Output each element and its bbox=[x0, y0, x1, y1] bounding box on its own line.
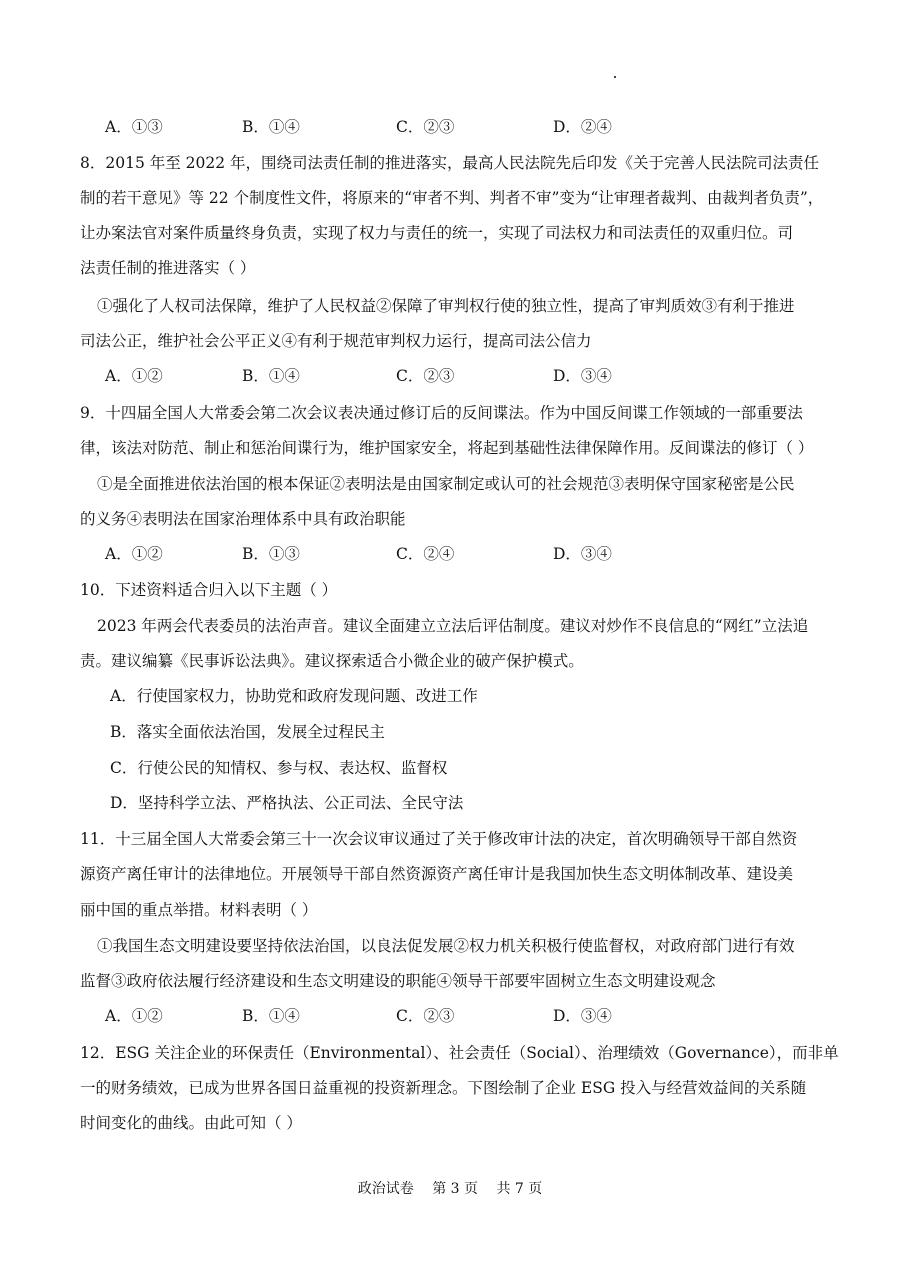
q8-option-a: A．①② bbox=[105, 367, 163, 385]
q8-option-d: D．③④ bbox=[553, 367, 612, 385]
q9-option-d: D．③④ bbox=[553, 545, 612, 563]
q11-stem-line: 11．十三届全国人大常委会第三十一次会议审议通过了关于修改审计法的决定，首次明确领导干部自然资 bbox=[80, 830, 798, 848]
q7-option-c: C．②③ bbox=[396, 118, 455, 136]
q8-stem-line: 制的若干意见》等 22 个制度性文件，将原来的“审者不判、判者不审”变为“让审理者裁判、由裁判者负责”， bbox=[80, 189, 824, 207]
q11-stem-line: 丽中国的重点举措。材料表明（ ） bbox=[80, 901, 318, 919]
q11-option-c: C．②③ bbox=[396, 1007, 455, 1025]
q11-items-line: 监督③政府依法履行经济建设和生态文明建设的职能④领导干部要牢固树立生态文明建设观念 bbox=[80, 972, 716, 990]
q10-option-b: B．落实全面依法治国，发展全过程民主 bbox=[110, 723, 385, 741]
q11-items-line: ①我国生态文明建设要坚持依法治国，以良法促发展②权力机关积极行使监督权，对政府部门进行有效 bbox=[97, 937, 795, 955]
q9-options bbox=[105, 543, 745, 565]
q9-stem-line: 9．十四届全国人大常委会第二次会议表决通过修订后的反间谍法。作为中国反间谍工作领域的一部重要法 bbox=[80, 404, 803, 422]
q7-option-b: B．①④ bbox=[242, 118, 300, 136]
q8-option-c: C．②③ bbox=[396, 367, 455, 385]
q7-options bbox=[105, 116, 745, 138]
q12-stem-line: 一的财务绩效，已成为世界各国日益重视的投资新理念。下图绘制了企业 ESG 投入与经营效益间的关系随 bbox=[80, 1079, 807, 1097]
q11-options bbox=[105, 1005, 745, 1027]
page-footer bbox=[0, 1179, 900, 1199]
q8-option-b: B．①④ bbox=[242, 367, 300, 385]
q12-stem-line: 12．ESG 关注企业的环保责任（Environmental）、社会责任（Social）、治理绩效（Governance），而非单 bbox=[80, 1044, 839, 1062]
q9-option-a: A．①② bbox=[105, 545, 163, 563]
q9-items-line: ①是全面推进依法治国的根本保证②表明法是由国家制定或认可的社会规范③表明保守国家秘密是公民 bbox=[97, 475, 795, 493]
footer-page-number: 第 3 页 bbox=[432, 1181, 478, 1197]
q7-option-d: D．②④ bbox=[553, 118, 612, 136]
q9-option-b: B．①③ bbox=[242, 545, 300, 563]
q9-items-line: 的义务④表明法在国家治理体系中具有政治职能 bbox=[80, 510, 406, 528]
q10-stem: 10．下述资料适合归入以下主题（ ） bbox=[80, 581, 338, 599]
footer-subject: 政治试卷 bbox=[357, 1181, 414, 1197]
q10-material-line: 责。建议编纂《民事诉讼法典》。建议探索适合小微企业的破产保护模式。 bbox=[80, 652, 584, 670]
q8-items-line: ①强化了人权司法保障，维护了人民权益②保障了审判权行使的独立性，提高了审判质效③有利于推进 bbox=[97, 297, 795, 315]
q12-stem-line: 时间变化的曲线。由此可知（ ） bbox=[80, 1114, 302, 1132]
scan-dot bbox=[614, 76, 616, 78]
q8-stem-line: 让办案法官对案件质量终身负责，实现了权力与责任的统一，实现了司法权力和司法责任的双重归位。司 bbox=[80, 224, 794, 242]
q11-stem-line: 源资产离任审计的法律地位。开展领导干部自然资源资产离任审计是我国加快生态文明体制改革、建设美 bbox=[80, 865, 794, 883]
q7-option-a: A．①③ bbox=[105, 118, 163, 136]
q10-option-a: A．行使国家权力，协助党和政府发现问题、改进工作 bbox=[110, 687, 478, 705]
q10-option-d: D．坚持科学立法、严格执法、公正司法、全民守法 bbox=[110, 794, 464, 812]
q9-stem-line: 律，该法对防范、制止和惩治间谍行为，维护国家安全，将起到基础性法律保障作用。反间谍法的修订（ ） bbox=[80, 439, 814, 457]
q11-option-b: B．①④ bbox=[242, 1007, 300, 1025]
q11-option-d: D．③④ bbox=[553, 1007, 612, 1025]
q8-options bbox=[105, 365, 745, 387]
q8-items-line: 司法公正，维护社会公平正义④有利于规范审判权力运行，提高司法公信力 bbox=[80, 332, 592, 350]
footer-total-pages: 共 7 页 bbox=[496, 1181, 543, 1197]
q10-material-line: 2023 年两会代表委员的法治声音。建议全面建立立法后评估制度。建议对炒作不良信息的“网红”立法追 bbox=[97, 617, 809, 635]
q11-option-a: A．①② bbox=[105, 1007, 163, 1025]
q9-option-c: C．②④ bbox=[396, 545, 455, 563]
q8-stem-line: 8．2015 年至 2022 年，围绕司法责任制的推进落实，最高人民法院先后印发《关于完善人民法院司法责任 bbox=[80, 154, 820, 172]
q8-stem-line: 法责任制的推进落实（ ） bbox=[80, 259, 256, 277]
q10-option-c: C．行使公民的知情权、参与权、表达权、监督权 bbox=[110, 759, 448, 777]
